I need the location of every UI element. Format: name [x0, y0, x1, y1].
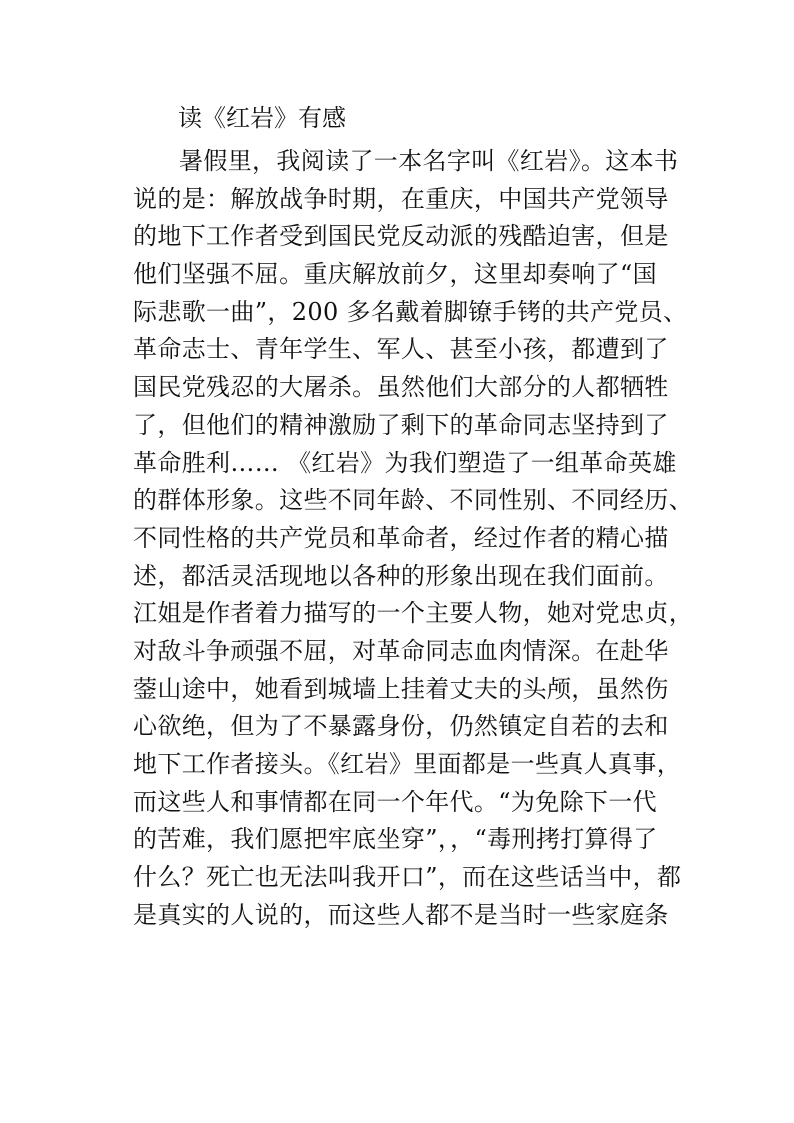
text-line: 国民党残忍的大屠杀。虽然他们大部分的人都牺牲 — [133, 373, 669, 402]
text-line: 什么？死亡也无法叫我开口”，而在这些话当中，都 — [133, 863, 682, 892]
text-line: 心欲绝，但为了不暴露身份，仍然镇定自若的去和 — [133, 712, 669, 741]
text-line: 际悲歌一曲”，200 多名戴着脚镣手铐的共产党员、 — [133, 297, 688, 326]
text-line: 而这些人和事情都在同一个年代。“为免除下一代 — [133, 787, 657, 816]
text-line: 不同性格的共产党员和革命者，经过作者的精心描 — [133, 523, 669, 552]
text-line: 地下工作者接头。《红岩》里面都是一些真人真事， — [133, 750, 682, 778]
text-line: 革命志士、青年学生、军人、甚至小孩，都遭到了 — [133, 335, 669, 364]
text-line: 的地下工作者受到国民党反动派的残酷迫害，但是 — [133, 222, 669, 251]
text-line: 说的是：解放战争时期，在重庆，中国共产党领导 — [133, 184, 669, 213]
text-line: 江姐是作者着力描写的一个主要人物，她对党忠贞， — [133, 599, 694, 628]
text-line: 他们坚强不屈。重庆解放前夕，这里却奏响了“国 — [133, 260, 657, 289]
text-line: 了，但他们的精神激励了剩下的革命同志坚持到了 — [133, 410, 669, 439]
text-line: 是真实的人说的，而这些人都不是当时一些家庭条 — [133, 900, 669, 929]
text-line: 蓥山途中，她看到城墙上挂着丈夫的头颅，虽然伤 — [133, 674, 669, 703]
text-line: 对敌斗争顽强不屈，对革命同志血肉情深。在赴华 — [133, 636, 669, 665]
document-title: 读《红岩》有感 — [178, 104, 346, 132]
document-body — [133, 143, 693, 934]
text-line: 的群体形象。这些不同年龄、不同性别、不同经历、 — [133, 486, 694, 515]
text-line: 述，都活灵活现地以各种的形象出现在我们面前。 — [133, 561, 669, 590]
text-line: 革命胜利…… 《红岩》为我们塑造了一组革命英雄 — [133, 448, 677, 477]
text-line: 暑假里，我阅读了一本名字叫《红岩》。这本书 — [179, 147, 679, 175]
text-line: 的苦难，我们愿把牢底坐穿”，，“毒刑拷打算得了 — [133, 825, 658, 854]
